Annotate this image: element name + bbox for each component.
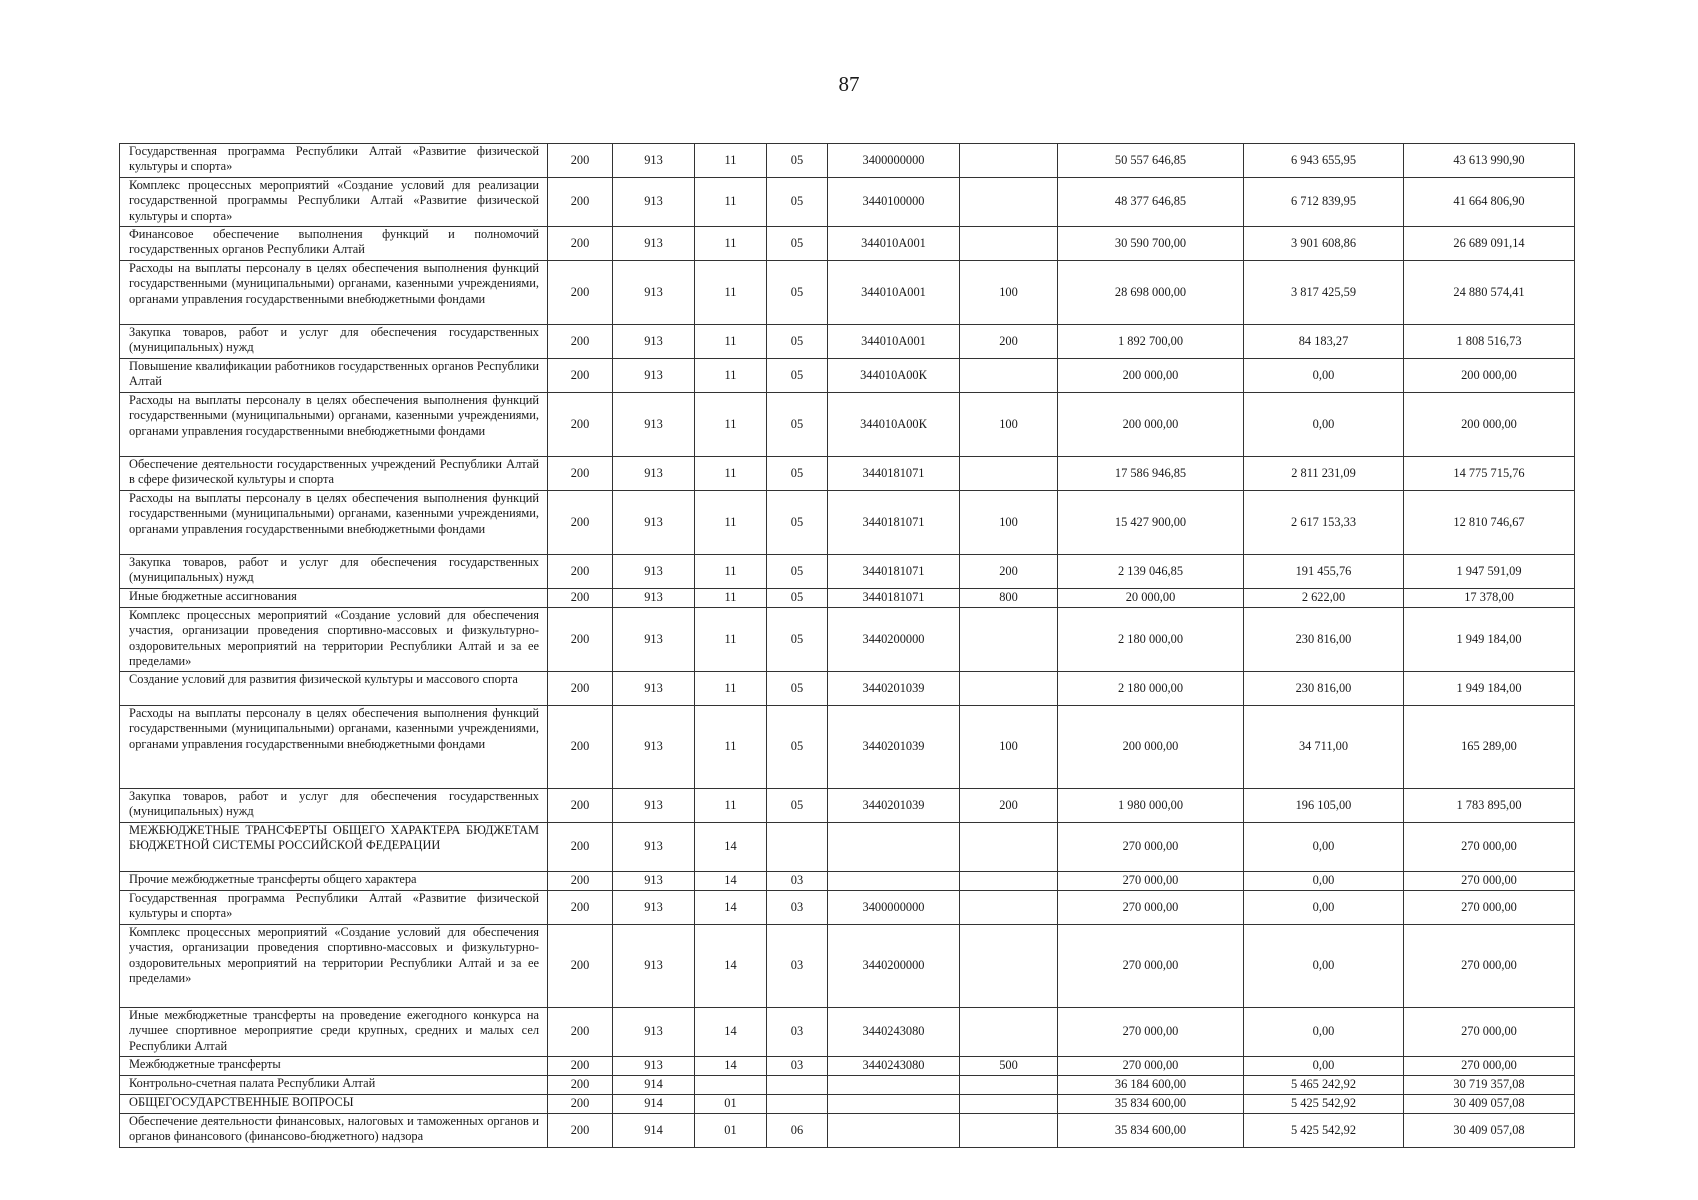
cell-code-2: 913 [613,491,695,555]
table-row [120,1095,1575,1114]
cell-amount-plan: 270 000,00 [1058,891,1244,925]
cell-subsection: 03 [767,1008,828,1057]
cell-amount-executed: 6 712 839,95 [1244,178,1404,227]
cell-item-name: Обеспечение деятельности государственных учреждений Республики Алтай в сфере физической культуры и спорта [120,457,548,491]
cell-amount-executed: 0,00 [1244,891,1404,925]
cell-item-name: Государственная программа Республики Алтай «Развитие физической культуры и спорта» [120,144,548,178]
cell-code-1: 200 [548,457,613,491]
table-row [120,178,1575,227]
cell-amount-plan: 1 892 700,00 [1058,325,1244,359]
cell-code-2: 914 [613,1114,695,1148]
cell-amount-executed: 2 811 231,09 [1244,457,1404,491]
cell-subsection [767,823,828,872]
cell-target-article: 344010А001 [828,325,960,359]
cell-subsection: 05 [767,227,828,261]
cell-amount-remaining: 14 775 715,76 [1404,457,1575,491]
table-row [120,789,1575,823]
cell-amount-remaining: 200 000,00 [1404,393,1575,457]
cell-subsection [767,1076,828,1095]
cell-code-2: 914 [613,1076,695,1095]
cell-amount-remaining: 30 409 057,08 [1404,1114,1575,1148]
cell-item-name: Обеспечение деятельности финансовых, налоговых и таможенных органов и органов финансового (финансово-бюджетного) надзора [120,1114,548,1148]
cell-section: 14 [695,891,767,925]
cell-amount-executed: 191 455,76 [1244,555,1404,589]
cell-amount-plan: 15 427 900,00 [1058,491,1244,555]
cell-amount-plan: 270 000,00 [1058,823,1244,872]
cell-code-1: 200 [548,325,613,359]
cell-amount-remaining: 12 810 746,67 [1404,491,1575,555]
cell-amount-executed: 2 622,00 [1244,589,1404,608]
cell-target-article: 3440201039 [828,789,960,823]
cell-target-article: 344010А00К [828,393,960,457]
table-row [120,608,1575,672]
cell-subsection [767,1095,828,1114]
cell-section: 11 [695,457,767,491]
cell-amount-plan: 30 590 700,00 [1058,227,1244,261]
cell-amount-plan: 1 980 000,00 [1058,789,1244,823]
cell-amount-executed: 0,00 [1244,925,1404,1008]
cell-amount-executed: 3 817 425,59 [1244,261,1404,325]
cell-amount-remaining: 24 880 574,41 [1404,261,1575,325]
cell-code-2: 913 [613,706,695,789]
cell-target-article: 3400000000 [828,144,960,178]
cell-code-2: 913 [613,393,695,457]
cell-code-1: 200 [548,1008,613,1057]
cell-item-name: Расходы на выплаты персоналу в целях обеспечения выполнения функций государственными (муниципальными) органами, казенными учреждениями, органами управления государственными внебюджетными фондами [120,706,548,789]
cell-amount-plan: 200 000,00 [1058,393,1244,457]
cell-code-2: 913 [613,789,695,823]
cell-section: 11 [695,261,767,325]
cell-code-2: 913 [613,925,695,1008]
table-row [120,325,1575,359]
cell-target-article: 3440200000 [828,925,960,1008]
cell-amount-remaining: 270 000,00 [1404,925,1575,1008]
cell-expense-type [960,144,1058,178]
cell-section: 11 [695,359,767,393]
cell-section: 11 [695,672,767,706]
cell-amount-remaining: 1 947 591,09 [1404,555,1575,589]
cell-amount-plan: 270 000,00 [1058,925,1244,1008]
cell-amount-executed: 196 105,00 [1244,789,1404,823]
cell-target-article: 3440200000 [828,608,960,672]
cell-item-name: Финансовое обеспечение выполнения функций и полномочий государственных органов Республики Алтай [120,227,548,261]
cell-code-2: 914 [613,1095,695,1114]
cell-code-1: 200 [548,393,613,457]
cell-subsection: 05 [767,608,828,672]
cell-amount-plan: 35 834 600,00 [1058,1095,1244,1114]
cell-amount-remaining: 270 000,00 [1404,1008,1575,1057]
cell-code-1: 200 [548,1076,613,1095]
budget-table-body [120,144,1575,1148]
cell-amount-plan: 270 000,00 [1058,1008,1244,1057]
cell-code-2: 913 [613,178,695,227]
cell-amount-plan: 36 184 600,00 [1058,1076,1244,1095]
cell-code-2: 913 [613,457,695,491]
cell-amount-plan: 270 000,00 [1058,872,1244,891]
cell-section: 11 [695,706,767,789]
cell-subsection: 05 [767,457,828,491]
cell-code-1: 200 [548,491,613,555]
cell-target-article: 3440181071 [828,491,960,555]
cell-amount-plan: 270 000,00 [1058,1057,1244,1076]
cell-item-name: Прочие межбюджетные трансферты общего характера [120,872,548,891]
cell-item-name: Комплекс процессных мероприятий «Создание условий для обеспечения участия, организации проведения спортивно-массовых и физкультурно-оздоровительных мероприятий на территории Республики Алтай и за ее пределами» [120,925,548,1008]
cell-code-2: 913 [613,1057,695,1076]
cell-item-name: Расходы на выплаты персоналу в целях обеспечения выполнения функций государственными (муниципальными) органами, казенными учреждениями, органами управления государственными внебюджетными фондами [120,261,548,325]
cell-subsection: 05 [767,393,828,457]
cell-code-1: 200 [548,144,613,178]
cell-item-name: Закупка товаров, работ и услуг для обеспечения государственных (муниципальных) нужд [120,325,548,359]
cell-code-1: 200 [548,555,613,589]
table-row [120,672,1575,706]
cell-expense-type [960,1095,1058,1114]
cell-item-name: Комплекс процессных мероприятий «Создание условий для обеспечения участия, организации проведения спортивно-массовых и физкультурно-оздоровительных мероприятий на территории Республики Алтай и за ее пределами» [120,608,548,672]
table-row [120,144,1575,178]
cell-amount-executed: 3 901 608,86 [1244,227,1404,261]
cell-amount-remaining: 1 783 895,00 [1404,789,1575,823]
cell-amount-plan: 2 139 046,85 [1058,555,1244,589]
cell-code-2: 913 [613,555,695,589]
cell-item-name: Государственная программа Республики Алтай «Развитие физической культуры и спорта» [120,891,548,925]
cell-target-article [828,1114,960,1148]
cell-target-article: 3440201039 [828,672,960,706]
cell-expense-type: 500 [960,1057,1058,1076]
cell-section: 11 [695,144,767,178]
cell-amount-executed: 5 425 542,92 [1244,1114,1404,1148]
cell-amount-remaining: 165 289,00 [1404,706,1575,789]
cell-amount-plan: 200 000,00 [1058,706,1244,789]
cell-amount-executed: 0,00 [1244,393,1404,457]
cell-amount-remaining: 1 949 184,00 [1404,608,1575,672]
cell-amount-remaining: 270 000,00 [1404,872,1575,891]
table-row [120,227,1575,261]
cell-code-1: 200 [548,925,613,1008]
cell-expense-type [960,1008,1058,1057]
cell-target-article: 3440100000 [828,178,960,227]
cell-code-1: 200 [548,823,613,872]
cell-subsection: 05 [767,555,828,589]
cell-expense-type: 100 [960,261,1058,325]
cell-target-article: 3440243080 [828,1008,960,1057]
cell-subsection: 05 [767,589,828,608]
table-row [120,555,1575,589]
cell-code-2: 913 [613,872,695,891]
cell-amount-plan: 200 000,00 [1058,359,1244,393]
table-row [120,1114,1575,1148]
cell-target-article [828,872,960,891]
cell-amount-remaining: 1 949 184,00 [1404,672,1575,706]
cell-amount-executed: 84 183,27 [1244,325,1404,359]
cell-expense-type [960,672,1058,706]
cell-section: 11 [695,227,767,261]
cell-target-article: 3440201039 [828,706,960,789]
cell-expense-type: 200 [960,789,1058,823]
table-row [120,823,1575,872]
cell-code-1: 200 [548,261,613,325]
table-row [120,1008,1575,1057]
cell-amount-plan: 35 834 600,00 [1058,1114,1244,1148]
cell-expense-type [960,178,1058,227]
cell-code-1: 200 [548,672,613,706]
table-row [120,359,1575,393]
cell-target-article: 3440181071 [828,555,960,589]
cell-subsection: 03 [767,891,828,925]
cell-code-2: 913 [613,325,695,359]
cell-subsection: 03 [767,1057,828,1076]
cell-section: 11 [695,491,767,555]
cell-amount-remaining: 270 000,00 [1404,1057,1575,1076]
cell-subsection: 05 [767,491,828,555]
cell-target-article [828,1076,960,1095]
cell-amount-remaining: 200 000,00 [1404,359,1575,393]
page-number: 87 [838,72,860,96]
cell-amount-executed: 230 816,00 [1244,608,1404,672]
cell-code-1: 200 [548,608,613,672]
cell-expense-type: 800 [960,589,1058,608]
cell-section [695,1076,767,1095]
cell-section: 11 [695,325,767,359]
cell-amount-executed: 2 617 153,33 [1244,491,1404,555]
cell-subsection: 05 [767,706,828,789]
cell-section: 11 [695,789,767,823]
cell-item-name: Комплекс процессных мероприятий «Создание условий для реализации государственной программы Республики Алтай «Развитие физической культуры и спорта» [120,178,548,227]
cell-section: 01 [695,1095,767,1114]
cell-subsection: 05 [767,789,828,823]
cell-target-article: 344010А001 [828,227,960,261]
cell-amount-executed: 5 425 542,92 [1244,1095,1404,1114]
cell-item-name: Расходы на выплаты персоналу в целях обеспечения выполнения функций государственными (муниципальными) органами, казенными учреждениями, органами управления государственными внебюджетными фондами [120,491,548,555]
table-row [120,589,1575,608]
cell-expense-type: 100 [960,706,1058,789]
cell-expense-type: 100 [960,393,1058,457]
table-row [120,925,1575,1008]
cell-section: 11 [695,589,767,608]
cell-section: 01 [695,1114,767,1148]
cell-item-name: Контрольно-счетная палата Республики Алтай [120,1076,548,1095]
cell-expense-type [960,872,1058,891]
cell-expense-type [960,823,1058,872]
cell-section: 11 [695,178,767,227]
cell-amount-plan: 20 000,00 [1058,589,1244,608]
cell-amount-executed: 0,00 [1244,1008,1404,1057]
cell-expense-type: 100 [960,491,1058,555]
cell-target-article [828,1095,960,1114]
cell-target-article [828,823,960,872]
cell-amount-plan: 28 698 000,00 [1058,261,1244,325]
cell-amount-executed: 0,00 [1244,823,1404,872]
cell-code-2: 913 [613,891,695,925]
cell-section: 14 [695,925,767,1008]
cell-code-2: 913 [613,672,695,706]
cell-amount-remaining: 30 719 357,08 [1404,1076,1575,1095]
table-row [120,491,1575,555]
cell-item-name: Закупка товаров, работ и услуг для обеспечения государственных (муниципальных) нужд [120,555,548,589]
cell-amount-plan: 50 557 646,85 [1058,144,1244,178]
cell-target-article: 344010А001 [828,261,960,325]
cell-amount-executed: 0,00 [1244,872,1404,891]
cell-subsection: 05 [767,672,828,706]
cell-amount-plan: 48 377 646,85 [1058,178,1244,227]
cell-subsection: 05 [767,325,828,359]
table-row [120,393,1575,457]
cell-amount-plan: 17 586 946,85 [1058,457,1244,491]
cell-amount-remaining: 270 000,00 [1404,891,1575,925]
cell-subsection: 06 [767,1114,828,1148]
cell-item-name: Повышение квалификации работников государственных органов Республики Алтай [120,359,548,393]
budget-table [119,143,1575,1148]
cell-code-1: 200 [548,1057,613,1076]
cell-target-article: 344010А00К [828,359,960,393]
cell-item-name: Расходы на выплаты персоналу в целях обеспечения выполнения функций государственными (муниципальными) органами, казенными учреждениями, органами управления государственными внебюджетными фондами [120,393,548,457]
cell-amount-remaining: 270 000,00 [1404,823,1575,872]
table-row [120,891,1575,925]
cell-amount-remaining: 26 689 091,14 [1404,227,1575,261]
cell-expense-type [960,608,1058,672]
cell-code-2: 913 [613,608,695,672]
cell-code-1: 200 [548,891,613,925]
cell-section: 11 [695,393,767,457]
cell-code-1: 200 [548,872,613,891]
table-row [120,1076,1575,1095]
cell-expense-type [960,1114,1058,1148]
cell-target-article: 3440181071 [828,457,960,491]
cell-code-1: 200 [548,178,613,227]
cell-expense-type [960,457,1058,491]
cell-expense-type [960,1076,1058,1095]
cell-code-2: 913 [613,144,695,178]
cell-section: 14 [695,872,767,891]
table-row [120,872,1575,891]
cell-subsection: 05 [767,359,828,393]
cell-target-article: 3440181071 [828,589,960,608]
cell-item-name: Иные бюджетные ассигнования [120,589,548,608]
cell-code-1: 200 [548,706,613,789]
table-row [120,1057,1575,1076]
cell-code-2: 913 [613,359,695,393]
cell-expense-type: 200 [960,325,1058,359]
cell-code-2: 913 [613,823,695,872]
cell-code-2: 913 [613,1008,695,1057]
cell-item-name: МЕЖБЮДЖЕТНЫЕ ТРАНСФЕРТЫ ОБЩЕГО ХАРАКТЕРА БЮДЖЕТАМ БЮДЖЕТНОЙ СИСТЕМЫ РОССИЙСКОЙ ФЕДЕРАЦИИ [120,823,548,872]
cell-code-1: 200 [548,789,613,823]
cell-section: 14 [695,1008,767,1057]
cell-item-name: ОБЩЕГОСУДАРСТВЕННЫЕ ВОПРОСЫ [120,1095,548,1114]
cell-amount-remaining: 1 808 516,73 [1404,325,1575,359]
cell-item-name: Закупка товаров, работ и услуг для обеспечения государственных (муниципальных) нужд [120,789,548,823]
cell-code-1: 200 [548,1114,613,1148]
cell-amount-executed: 6 943 655,95 [1244,144,1404,178]
cell-code-2: 913 [613,261,695,325]
cell-amount-remaining: 43 613 990,90 [1404,144,1575,178]
table-row [120,261,1575,325]
cell-amount-remaining: 41 664 806,90 [1404,178,1575,227]
cell-expense-type [960,359,1058,393]
cell-code-2: 913 [613,589,695,608]
cell-amount-plan: 2 180 000,00 [1058,672,1244,706]
cell-section: 11 [695,608,767,672]
cell-amount-executed: 0,00 [1244,359,1404,393]
cell-amount-remaining: 30 409 057,08 [1404,1095,1575,1114]
table-row [120,457,1575,491]
cell-amount-executed: 0,00 [1244,1057,1404,1076]
cell-amount-executed: 34 711,00 [1244,706,1404,789]
cell-expense-type [960,925,1058,1008]
cell-subsection: 05 [767,144,828,178]
cell-expense-type [960,891,1058,925]
cell-subsection: 05 [767,178,828,227]
cell-amount-plan: 2 180 000,00 [1058,608,1244,672]
cell-code-1: 200 [548,359,613,393]
cell-subsection: 03 [767,925,828,1008]
cell-code-1: 200 [548,589,613,608]
cell-amount-executed: 5 465 242,92 [1244,1076,1404,1095]
cell-item-name: Межбюджетные трансферты [120,1057,548,1076]
cell-section: 14 [695,823,767,872]
cell-section: 11 [695,555,767,589]
cell-subsection: 03 [767,872,828,891]
table-row [120,706,1575,789]
cell-item-name: Иные межбюджетные трансферты на проведение ежегодного конкурса на лучшее спортивное мероприятие среди крупных, средних и малых сел Республики Алтай [120,1008,548,1057]
cell-expense-type [960,227,1058,261]
cell-code-2: 913 [613,227,695,261]
cell-amount-executed: 230 816,00 [1244,672,1404,706]
cell-code-1: 200 [548,1095,613,1114]
cell-section: 14 [695,1057,767,1076]
cell-subsection: 05 [767,261,828,325]
cell-target-article: 3400000000 [828,891,960,925]
cell-code-1: 200 [548,227,613,261]
cell-amount-remaining: 17 378,00 [1404,589,1575,608]
cell-item-name: Создание условий для развития физической культуры и массового спорта [120,672,548,706]
cell-target-article: 3440243080 [828,1057,960,1076]
cell-expense-type: 200 [960,555,1058,589]
